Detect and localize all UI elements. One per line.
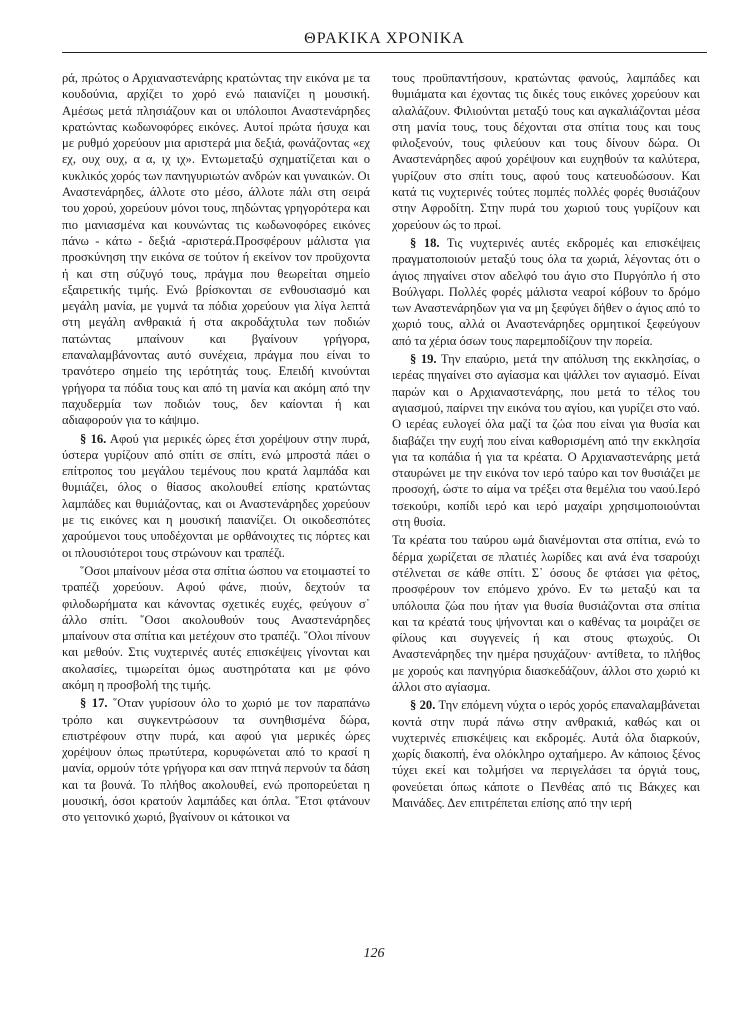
left-column [62, 70, 370, 826]
section-number: § 19. [410, 352, 437, 367]
journal-title: ΘΡΑΚΙΚΑ ΧΡΟΝΙΚΑ [304, 30, 465, 47]
paragraph-text: τους προϋπαντήσουν, κρατώντας φανούς, λαμπάδες και θυμιάματα και έχοντας τις δικές τους εικόνες χορεύουν και αλαλάζουν. Φιλιούνται μεταξύ τους και αγκαλιάζονται μέσα στη μανία τους, τους δέχονται στα σπίτια τους και τους φιλοξενούν, τους φιλεύουν και τους δίνουν δώρα. Οι Αναστενάρηδες αφού χορέψουν και ευχηθούν τα καλύτερα, γυρίζουν στο σπίτι τους, αφού τους κατευοδώσουν. Και κατά τις νυχτερινές τούτες πομπές πολλές φορές θυσιάζουν στην Αφροδίτη. Στην πυρά του χωριού τους γυρίζουν και χορεύουν ώς το πρωί. [392, 71, 700, 232]
page-number: 126 [363, 946, 385, 961]
section-number: § 16. [80, 431, 107, 446]
paragraph [392, 697, 700, 811]
paragraph [392, 70, 700, 233]
paragraph-text: ρά, πρώτος ο Αρχιαναστενάρης κρατώντας την εικόνα με τα κουδούνια, αρχίζει το χορό ενώ παιανίζει η μουσική. Αμέσως μετά πλησιάζουν και οι υπόλοιποι Αναστενάρηδες κρατώντας κωδωνοφόρες εικόνες. Αυτοί πρώτα ήσυχα και με ρυθμό χορεύουν μια αριστερά μια δεξιά, φωνάζοντας «εχ εχ, ουχ ουχ, α α, ιχ ιχ». Εντωμεταξύ σχηματίζεται και ο κυκλικός χορός των πανηγυριωτών ανδρών και γυναικών. Οι Αναστενάρηδες, άλλοτε στο μέσο, άλλοτε πάλι στη σειρά του χορού, χορεύουν μόνοι τους, πηδώντας γρηγορότερα και πιο μανιασμένα και κουνώντας τις κωδωνοφόρες εικόνες πάνω - κάτω - δεξιά -αριστερά.Προσφέρουν μάλιστα για προσκύνηση την εικόνα σε τούτον ή εκείνον τον προϋχοντα ή και στη σύζυγό τους, πράγμα που θεωρείται σημείο εξαιρετικής τιμής. Ενώ βρίσκονται σε ενθουσιασμό και μεγάλη μανία, με γυμνά τα πόδια χορεύουν για λίγα λεπτά στη μεγάλη ανθρακιά ή στα ακροδάχτυλα των ποδιών πατώντας μπαίνουν και βγαίνουν γρήγορα, επαναλαμβάνοντας αυτό συνέχεια, πράγμα που είναι το τρανότερο σημείο της ιερότητάς τους. Επειδή κινούνται γρήγορα τα πόδια τους και από τη μανία και ακόμη από την παχυδερμία των ποδιών τους, δεν καίονται ή και αδιαφορούν για το κάψιμο. [62, 71, 370, 428]
paragraph [62, 431, 370, 561]
paragraph [392, 532, 700, 695]
paragraph [392, 235, 700, 349]
paragraph-text: ῞Οσοι μπαίνουν μέσα στα σπίτια ώσπου να ετοιμαστεί το τραπέζι χορεύουν. Αφού φάνε, πιούν, δεχτούν τα φιλοδωρήματα και κάνοντας σχετικές ευχές, φεύγουν σ᾽ άλλο σπίτι. ῞Οσοι ακολουθούν τους Αναστενάρηδες μπαίνουν στα σπίτια και μετέχουν στο τραπέζι. ῞Ολοι πίνουν και μεθούν. Στις νυχτερινές αυτές επισκέψεις γίνονται και ακολασίες, τιμωρείται όμως αυστηρότατα και με φόνο ακόμη η προσβολή της τιμής. [62, 563, 370, 692]
paragraph-text: Τα κρέατα του ταύρου ωμά διανέμονται στα σπίτια, ενώ το δέρμα χωρίζεται σε πλατιές λωρίδες και ανά ένα τσαρούχι στέλνεται σε κάθε σπίτι. Σ᾽ όσους δε φτάσει για φέτος, προσφέρουν τον επόμενο χρόνο. Εν τω μεταξύ και τα υπόλοιπα ζώα που ήταν για θυσία θυσιάζονται στα σπίτια και τα κρέατά τους ψήνονται και ο καθένας τα μοιράζει σε φίλους και συγγενείς ή και στους φτωχούς. Οι Αναστενάρηδες την ημέρα ησυχάζουν· αντίθετα, το πλήθος με χορούς και πανηγύρια διασκεδάζουν, άλλοι στο χωριό κι άλλοι στο αγίασμα. [392, 533, 700, 694]
paragraph-text: Τις νυχτερινές αυτές εκδρομές και επισκέψεις πραγματοποιούν μεταξύ τους όλα τα χωριά, λέγοντας ότι ο άγιος πηγαίνει στον αδελφό του άγιο στο Πυργόπλο ή στο Βούλγαρι. Πολλές φορές μάλιστα νεαροί κόβουν το δρόμο των Αναστενάρηδων για να μη ξεφύγει δήθεν ο άγιος από το χωριό τους, αλλά οι Αναστενάρηδες ορμητικοί ξεφεύγουν από τα χέρια όσων τους παρεμποδίζουν την πορεία. [392, 235, 700, 348]
right-column [392, 70, 700, 811]
section-number: § 18. [410, 235, 440, 250]
section-number: § 20. [410, 698, 436, 713]
paragraph-text: Την επαύριο, μετά την απόλυση της εκκλησίας, ο ιερέας πηγαίνει στο αγίασμα και ψάλλει τον αγιασμό. Είναι παρών και ο Αρχιαναστενάρης, που μετά το τέλος του αγιασμού, παίρνει την εικόνα του αγίου, και γυρίζει στο ναό. Ο ιερέας ευλογεί όλα μαζί τα ζώα που είναι για θυσία και διαβάζει την ευχή που είναι καθορισμένη από την εκκλησία για τα κοπάδια ή για τα κρέατα. Ο Αρχιαναστενάρης μετά σταυρώνει με την εικόνα τον ιερό ταύρο και τον θυσιάζει με προσοχή, ώστε το αίμα να τρέξει στα θεμέλια του ναού.Ιερό τσεκούρι, κοπίδι ιερό και ιερό μαχαίρι χρησιμοποιούνται στη θυσία. [392, 352, 701, 530]
paragraph-text: Την επόμενη νύχτα ο ιερός χορός επαναλαμβάνεται κοντά στην πυρά πάνω στην ανθρακιά, καθώς και οι νυχτερινές επισκέψεις και εκδρομές. Αυτά όλα διαρκούν, χωρίς διακοπή, ένα ολόκληρο οχταήμερο. Αν κάποιος ξένος τύχει εκεί και τολμήσει να περιγελάσει τα όργιά τους, φονεύεται όπως κάποτε ο Πενθέας από τις Βάκχες και Μαινάδες. Δεν επιτρέπεται επίσης από την ιερή [392, 698, 701, 811]
paragraph [62, 563, 370, 693]
paragraph [392, 351, 700, 530]
paragraph-text: ῞Οταν γυρίσουν όλο το χωριό με τον παραπάνω τρόπο και συγκεντρώσουν τα συνηθισμένα δώρα, επιστρέφουν στην πυρά, και αφού για μερικές ώρες χορέψουν όπως πρωτύτερα, κορυφώνεται από το κρασί η μανία, ορμούν τότε γρήγορα και σαν πτηνά περνούν τα δάση και τα βουνά. Το πλήθος ακολουθεί, ενώ προπορεύεται η μουσική, όσοι κρατούν λαμπάδες και όπλα. ῞Ετσι φτάνουν στο γειτονικό χωριό, βγαίνουν οι κάτοικοι να [62, 696, 371, 825]
running-header [62, 26, 707, 53]
paragraph-text: Αφού για μερικές ώρες έτσι χορέψουν στην πυρά, ύστερα γυρίζουν από σπίτι σε σπίτι, ενώ μπροστά πάει ο επίτροπος του μεγάλου τεμένους που κρατά λαμπάδα και θυμιάζει, όλος ο θίασος ακολουθεί επίσης κρατώντας λαμπάδες και θυμιάζοντας, και οι Αναστενάρηδες χορεύουν με τις εικόνες και η μουσική παιανίζει. Οι οικοδεσπότες χαρούμενοι τους υποδέχονται με ορθάνοιχτες τις πόρτες και οι πλουσιότεροι τους στρώνουν και τραπέζι. [62, 431, 370, 560]
paragraph [62, 695, 370, 825]
paragraph [62, 70, 370, 429]
section-number: § 17. [80, 696, 108, 711]
